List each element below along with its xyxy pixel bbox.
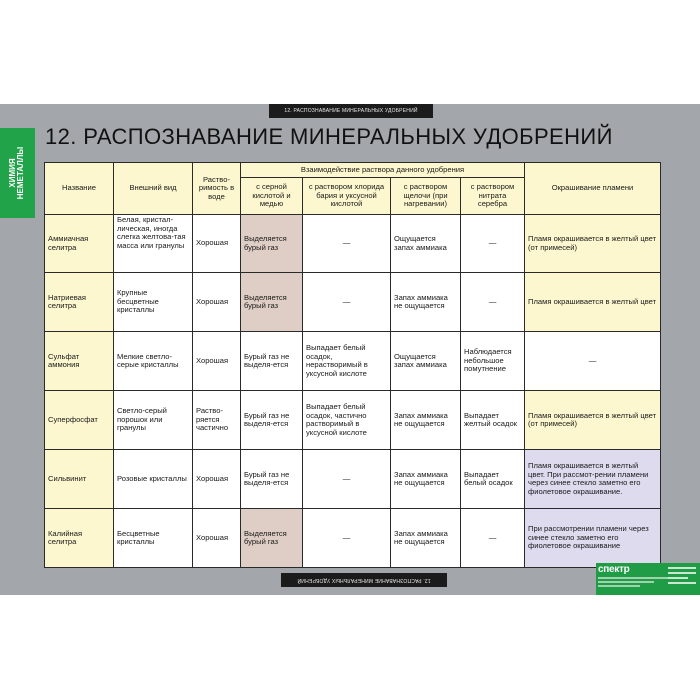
publisher-logo (596, 563, 700, 595)
row-flame: Пламя окрашивается в желтый цвет (от примесей) (525, 391, 661, 450)
header-barium: с раствором хлорида бария и уксусной кислотой (303, 178, 391, 215)
row-name: Калийная селитра (45, 509, 114, 568)
row-flame: Пламя окрашивается в желтый цвет (от примесей) (525, 215, 661, 273)
row-barium: — (303, 450, 391, 509)
fertilizer-table (44, 162, 661, 568)
row-solubility: Хорошая (193, 273, 241, 332)
row-appearance: Мелкие светло-серые кристаллы (114, 332, 193, 391)
row-sulfur: Бурый газ не выделя-ется (241, 450, 303, 509)
row-solubility: Хорошая (193, 215, 241, 273)
subject-tab-label (9, 128, 25, 218)
row-flame: Пламя окрашивается в желтый цвет (525, 273, 661, 332)
header-silver: с раствором нитрата серебра (461, 178, 525, 215)
top-title-strip: 12. РАСПОЗНАВАНИЕ МИНЕРАЛЬНЫХ УДОБРЕНИЙ (269, 104, 433, 118)
row-name: Суперфосфат (45, 391, 114, 450)
row-alkali: Запах аммиака не ощущается (391, 273, 461, 332)
row-solubility: Раство-ряется частично (193, 391, 241, 450)
row-barium: — (303, 215, 391, 273)
row-flame: При рассмотрении пламени через синее стекло заметно его фиолетовое окрашивание (525, 509, 661, 568)
page-title: 12. РАСПОЗНАВАНИЕ МИНЕРАЛЬНЫХ УДОБРЕНИЙ (45, 124, 613, 149)
row-flame: — (525, 332, 661, 391)
row-alkali: Ощущается запах аммиака (391, 332, 461, 391)
row-silver: Выпадает желтый осадок (461, 391, 525, 450)
row-silver: — (461, 509, 525, 568)
row-alkali: Запах аммиака не ощущается (391, 509, 461, 568)
row-sulfur: Выделяется бурый газ (241, 273, 303, 332)
row-name: Сильвинит (45, 450, 114, 509)
row-solubility: Хорошая (193, 509, 241, 568)
table-row (45, 450, 661, 509)
row-silver: Наблюдается небольшое помутнение (461, 332, 525, 391)
row-appearance: Светло-серый порошок или гранулы (114, 391, 193, 450)
header-alkali: с раствором щелочи (при нагревании) (391, 178, 461, 215)
table-row (45, 215, 661, 273)
row-name: Сульфат аммония (45, 332, 114, 391)
row-name: Натриевая селитра (45, 273, 114, 332)
row-sulfur: Выделяется бурый газ (241, 215, 303, 273)
header-sulfur: с серной кислотой и медью (241, 178, 303, 215)
row-alkali: Запах аммиака не ощущается (391, 450, 461, 509)
table-row (45, 391, 661, 450)
row-name: Аммиачная селитра (45, 215, 114, 273)
row-appearance: Крупные бесцветные кристаллы (114, 273, 193, 332)
subject-tab-line2: НЕМЕТАЛЛЫ (16, 146, 25, 200)
row-barium: Выпадает белый осадок, частично растворимый в уксусной кислоте (303, 391, 391, 450)
table-row (45, 332, 661, 391)
subject-tab (0, 128, 35, 218)
header-flame: Окрашивание пламени (525, 163, 661, 215)
row-alkali: Ощущается запах аммиака (391, 215, 461, 273)
row-alkali: Запах аммиака не ощущается (391, 391, 461, 450)
table-row (45, 273, 661, 332)
publisher-fine-print (598, 577, 668, 591)
header-appearance: Внешний вид (114, 163, 193, 215)
publisher-name: спектр (598, 564, 630, 575)
row-sulfur: Выделяется бурый газ (241, 509, 303, 568)
row-appearance: Белая, кристал-лическая, иногда слегка желтова-тая масса или гранулы (114, 215, 193, 273)
row-silver: — (461, 215, 525, 273)
row-barium: — (303, 509, 391, 568)
table-row (45, 509, 661, 568)
header-name: Название (45, 163, 114, 215)
row-appearance: Розовые кристаллы (114, 450, 193, 509)
row-appearance: Бесцветные кристаллы (114, 509, 193, 568)
header-solubility: Раство-римость в воде (193, 163, 241, 215)
row-barium: — (303, 273, 391, 332)
row-barium: Выпадает белый осадок, нерастворимый в уксусной кислоте (303, 332, 391, 391)
row-silver: Выпадает белый осадок (461, 450, 525, 509)
row-sulfur: Бурый газ не выделя-ется (241, 391, 303, 450)
table-header-row-1 (45, 163, 661, 178)
header-interaction: Взаимодействие раствора данного удобрения (241, 163, 525, 178)
row-solubility: Хорошая (193, 332, 241, 391)
row-sulfur: Бурый газ не выделя-ется (241, 332, 303, 391)
row-silver: — (461, 273, 525, 332)
publisher-contacts (668, 567, 696, 587)
row-solubility: Хорошая (193, 450, 241, 509)
bottom-title-strip: 12. РАСПОЗНАВАНИЕ МИНЕРАЛЬНЫХ УДОБРЕНИЙ (281, 573, 447, 587)
row-flame: Пламя окрашивается в желтый цвет. При рассмот-рении пламени через синее стекло заметно его фиолетовое окрашивание. (525, 450, 661, 509)
subject-tab-line1: ХИМИЯ (8, 158, 17, 188)
